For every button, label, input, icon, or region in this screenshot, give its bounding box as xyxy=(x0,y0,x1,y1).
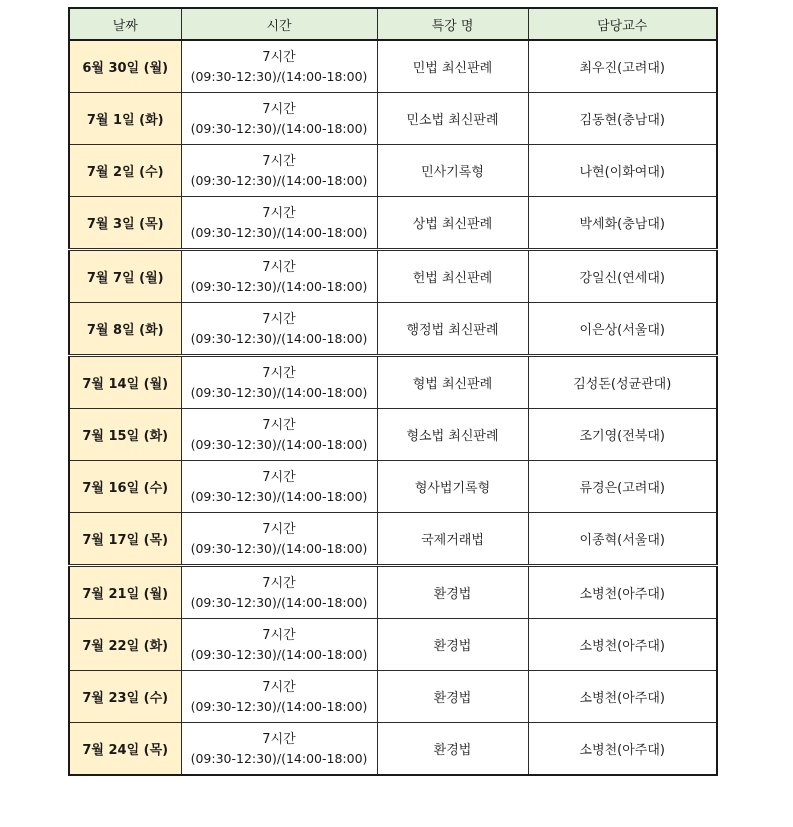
date-cell: 7월 8일 (화) xyxy=(69,303,181,356)
time-cell xyxy=(181,409,377,461)
time-slots-text: (09:30-12:30)/(14:00-18:00) xyxy=(190,330,368,346)
table-row xyxy=(69,40,717,93)
table-row xyxy=(69,409,717,461)
professor-cell: 소병천(아주대) xyxy=(528,671,717,723)
time-slots-text: (09:30-12:30)/(14:00-18:00) xyxy=(190,384,368,400)
time-slots-text: (09:30-12:30)/(14:00-18:00) xyxy=(190,540,368,556)
table-row xyxy=(69,723,717,776)
time-cell xyxy=(181,461,377,513)
hours-text: 7시간 xyxy=(262,49,296,65)
date-cell: 7월 21일 (월) xyxy=(69,566,181,619)
professor-cell: 박세화(충남대) xyxy=(528,197,717,250)
time-cell xyxy=(181,619,377,671)
lecture-title-cell: 상법 최신판례 xyxy=(377,197,528,250)
hours-text: 7시간 xyxy=(262,153,296,169)
header-title: 특강 명 xyxy=(377,8,528,40)
professor-cell: 김성돈(성균관대) xyxy=(528,356,717,409)
lecture-title-cell: 환경법 xyxy=(377,566,528,619)
professor-cell: 소병천(아주대) xyxy=(528,619,717,671)
time-cell xyxy=(181,250,377,303)
hours-text: 7시간 xyxy=(262,731,296,747)
hours-text: 7시간 xyxy=(262,365,296,381)
time-slots-text: (09:30-12:30)/(14:00-18:00) xyxy=(190,436,368,452)
time-cell xyxy=(181,513,377,566)
hours-text: 7시간 xyxy=(262,627,296,643)
time-slots-text: (09:30-12:30)/(14:00-18:00) xyxy=(190,698,368,714)
date-cell: 7월 1일 (화) xyxy=(69,93,181,145)
time-slots-text: (09:30-12:30)/(14:00-18:00) xyxy=(190,120,368,136)
lecture-title-cell: 행정법 최신판례 xyxy=(377,303,528,356)
time-cell xyxy=(181,197,377,250)
professor-cell: 강일신(연세대) xyxy=(528,250,717,303)
professor-cell: 이종혁(서울대) xyxy=(528,513,717,566)
schedule-rows xyxy=(69,40,717,775)
time-cell xyxy=(181,671,377,723)
table-row xyxy=(69,566,717,619)
time-cell xyxy=(181,356,377,409)
table-row xyxy=(69,145,717,197)
time-slots-text: (09:30-12:30)/(14:00-18:00) xyxy=(190,278,368,294)
time-slots-text: (09:30-12:30)/(14:00-18:00) xyxy=(190,750,368,766)
table-row xyxy=(69,303,717,356)
date-cell: 7월 16일 (수) xyxy=(69,461,181,513)
professor-cell: 이은상(서울대) xyxy=(528,303,717,356)
date-cell: 7월 14일 (월) xyxy=(69,356,181,409)
lecture-title-cell: 민법 최신판례 xyxy=(377,40,528,93)
time-slots-text: (09:30-12:30)/(14:00-18:00) xyxy=(190,646,368,662)
time-cell xyxy=(181,723,377,776)
date-cell: 7월 7일 (월) xyxy=(69,250,181,303)
table-row xyxy=(69,197,717,250)
table-row xyxy=(69,356,717,409)
date-cell: 6월 30일 (월) xyxy=(69,40,181,93)
table-row xyxy=(69,93,717,145)
header-date: 날짜 xyxy=(69,8,181,40)
date-cell: 7월 3일 (목) xyxy=(69,197,181,250)
date-cell: 7월 17일 (목) xyxy=(69,513,181,566)
date-cell: 7월 23일 (수) xyxy=(69,671,181,723)
time-slots-text: (09:30-12:30)/(14:00-18:00) xyxy=(190,224,368,240)
time-cell xyxy=(181,145,377,197)
professor-cell: 류경은(고려대) xyxy=(528,461,717,513)
time-slots-text: (09:30-12:30)/(14:00-18:00) xyxy=(190,68,368,84)
lecture-title-cell: 형사법기록형 xyxy=(377,461,528,513)
professor-cell: 소병천(아주대) xyxy=(528,566,717,619)
date-cell: 7월 24일 (목) xyxy=(69,723,181,776)
table-row xyxy=(69,671,717,723)
header-professor: 담당교수 xyxy=(528,8,717,40)
lecture-title-cell: 환경법 xyxy=(377,619,528,671)
lecture-title-cell: 환경법 xyxy=(377,671,528,723)
time-cell xyxy=(181,93,377,145)
hours-text: 7시간 xyxy=(262,521,296,537)
date-cell: 7월 22일 (화) xyxy=(69,619,181,671)
time-slots-text: (09:30-12:30)/(14:00-18:00) xyxy=(190,594,368,610)
table-row xyxy=(69,250,717,303)
lecture-title-cell: 국제거래법 xyxy=(377,513,528,566)
date-cell: 7월 15일 (화) xyxy=(69,409,181,461)
time-cell xyxy=(181,40,377,93)
hours-text: 7시간 xyxy=(262,469,296,485)
table-row xyxy=(69,461,717,513)
professor-cell: 소병천(아주대) xyxy=(528,723,717,776)
lecture-title-cell: 민소법 최신판례 xyxy=(377,93,528,145)
schedule-table xyxy=(68,7,718,776)
hours-text: 7시간 xyxy=(262,417,296,433)
hours-text: 7시간 xyxy=(262,259,296,275)
hours-text: 7시간 xyxy=(262,575,296,591)
professor-cell: 최우진(고려대) xyxy=(528,40,717,93)
header-time: 시간 xyxy=(181,8,377,40)
date-cell: 7월 2일 (수) xyxy=(69,145,181,197)
hours-text: 7시간 xyxy=(262,679,296,695)
professor-cell: 조기영(전북대) xyxy=(528,409,717,461)
table-row xyxy=(69,619,717,671)
time-slots-text: (09:30-12:30)/(14:00-18:00) xyxy=(190,172,368,188)
lecture-title-cell: 형소법 최신판례 xyxy=(377,409,528,461)
time-cell xyxy=(181,566,377,619)
lecture-title-cell: 형법 최신판례 xyxy=(377,356,528,409)
professor-cell: 김동현(충남대) xyxy=(528,93,717,145)
lecture-title-cell: 민사기록형 xyxy=(377,145,528,197)
hours-text: 7시간 xyxy=(262,311,296,327)
professor-cell: 나현(이화여대) xyxy=(528,145,717,197)
lecture-schedule xyxy=(68,7,716,776)
header-row xyxy=(69,8,717,40)
lecture-title-cell: 헌법 최신판례 xyxy=(377,250,528,303)
hours-text: 7시간 xyxy=(262,101,296,117)
hours-text: 7시간 xyxy=(262,205,296,221)
lecture-title-cell: 환경법 xyxy=(377,723,528,776)
table-row xyxy=(69,513,717,566)
time-cell xyxy=(181,303,377,356)
time-slots-text: (09:30-12:30)/(14:00-18:00) xyxy=(190,488,368,504)
